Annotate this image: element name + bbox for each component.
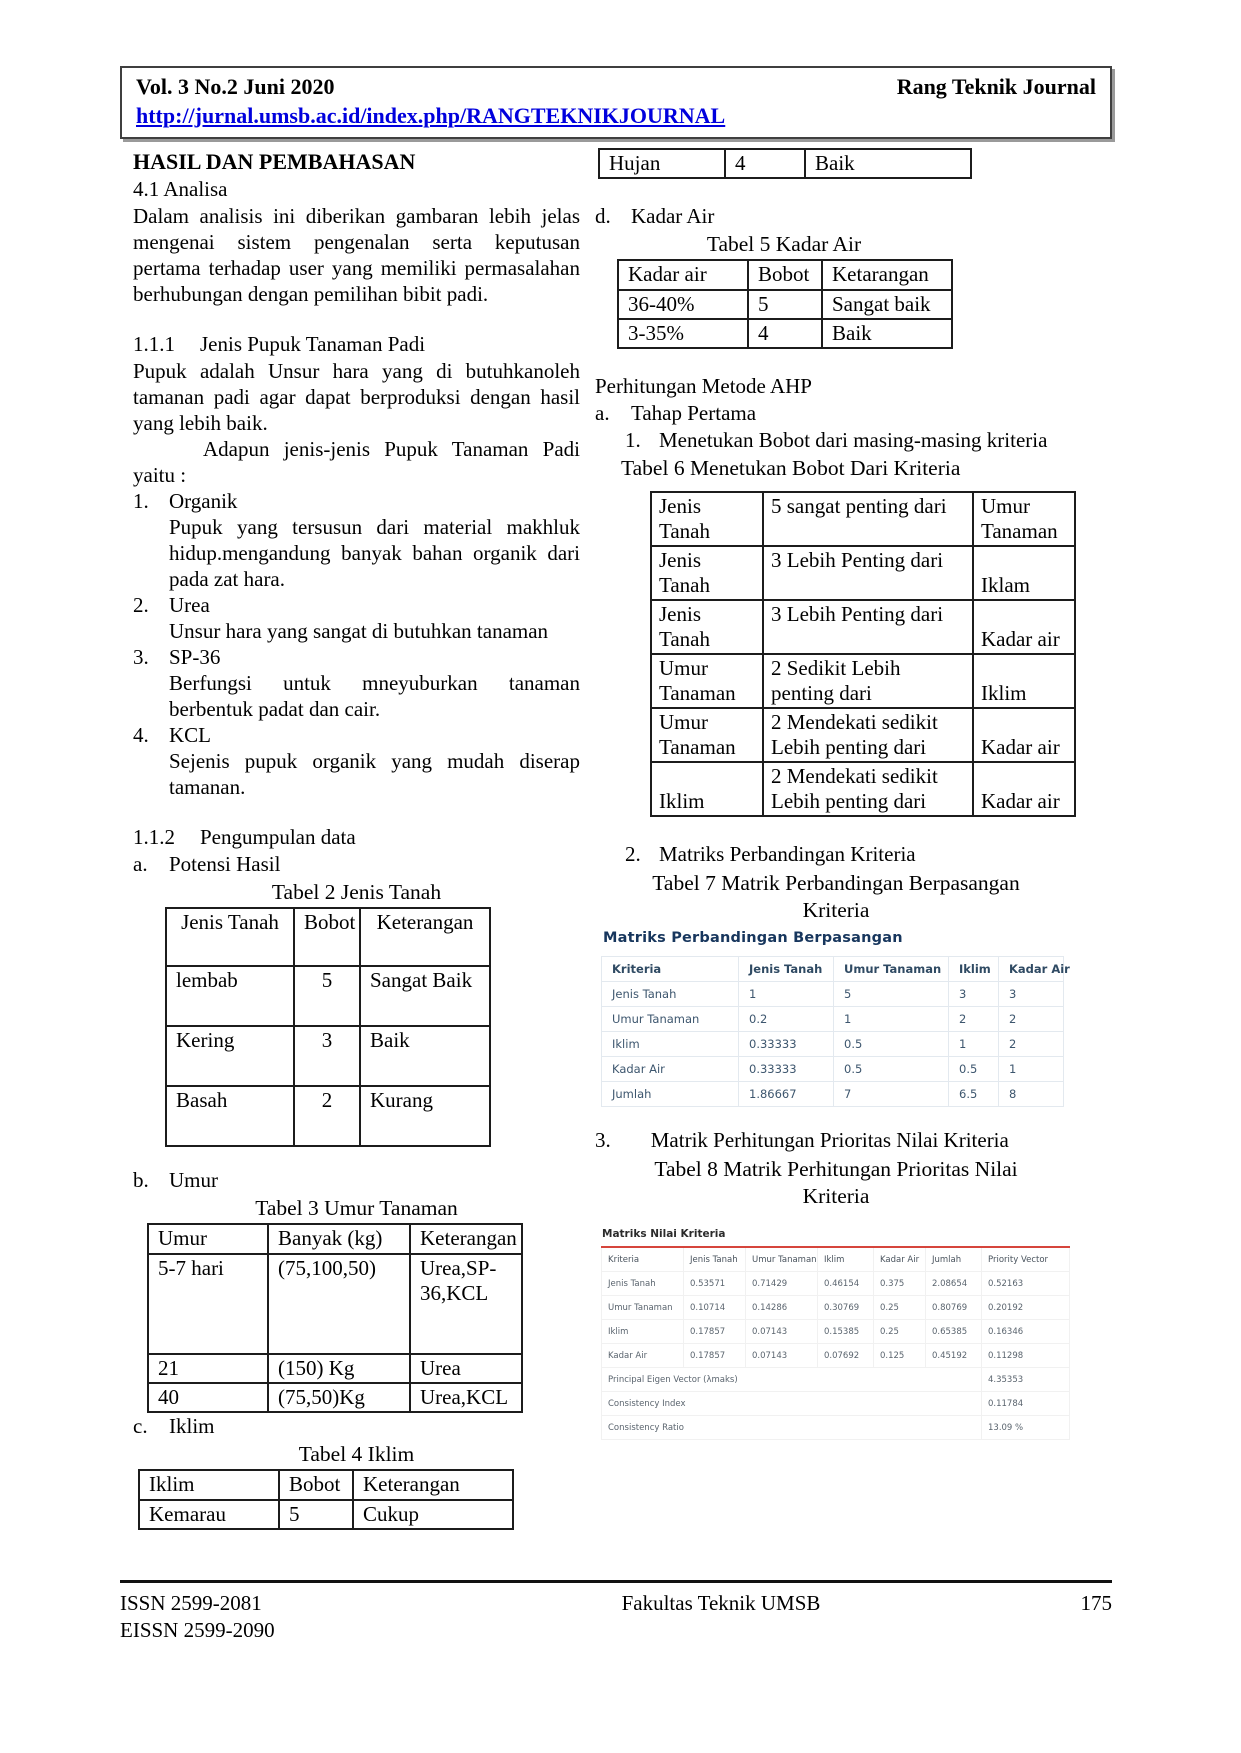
table-cell: 2: [949, 1007, 999, 1032]
column-header: Iklim: [139, 1470, 279, 1500]
two-column-body: [133, 148, 1077, 1530]
journal-url-link[interactable]: http://jurnal.umsb.ac.id/index.php/RANGTEKNIKJOURNAL: [136, 103, 726, 128]
table-row: [651, 654, 1075, 708]
eissn: EISSN 2599-2090: [120, 1618, 275, 1642]
column-header: Bobot: [748, 260, 822, 290]
table-cell: 0.16346: [982, 1320, 1070, 1344]
step-2: [595, 841, 1077, 868]
step-1: [595, 427, 1077, 454]
point-letter: a.: [133, 852, 148, 876]
table-cell: 0.07692: [818, 1344, 874, 1368]
tabel-2-jenis-tanah: [165, 907, 491, 1147]
summary-value: 0.11784: [982, 1392, 1070, 1416]
table-cell: Umur Tanaman: [602, 1007, 739, 1032]
table-cell: 2 Mendekati sedikit Lebih penting dari: [763, 708, 973, 762]
table-cell: 0.17857: [684, 1344, 746, 1368]
column-header: Bobot: [279, 1470, 353, 1500]
table-cell: 0.375: [874, 1272, 926, 1296]
summary-value: 13.09 %: [982, 1416, 1070, 1440]
tabel3-caption: Tabel 3 Umur Tanaman: [255, 1196, 458, 1220]
table-cell: 0.45192: [926, 1344, 982, 1368]
column-header: Umur Tanaman: [834, 957, 949, 982]
screenshot-title: Matriks Nilai Kriteria: [602, 1228, 726, 1240]
table-cell: 0.14286: [746, 1296, 818, 1320]
step-3: [595, 1127, 1077, 1154]
table-cell: 5: [748, 290, 822, 319]
column-header: Kriteria: [602, 957, 739, 982]
table-cell: 0.07143: [746, 1344, 818, 1368]
table-row: [651, 762, 1075, 816]
list-item: [133, 644, 580, 670]
table-header-row: [602, 957, 1064, 982]
table-cell: Baik: [805, 149, 971, 178]
table-cell: 0.33333: [739, 1057, 834, 1082]
table-row: [166, 966, 490, 1026]
step-number: 3.: [595, 1128, 611, 1152]
point-letter: d.: [595, 204, 611, 228]
summary-row: [602, 1392, 1070, 1416]
column-header: Jenis Tanah: [684, 1247, 746, 1272]
table-cell: Kemarau: [139, 1500, 279, 1529]
table-cell: 21: [148, 1354, 268, 1383]
table-cell: 36-40%: [618, 290, 748, 319]
table-row: [148, 1354, 522, 1383]
tabel8-caption: Tabel 8 Matrik Perhitungan Prioritas Nilai Kriteria: [654, 1157, 1018, 1208]
table-cell: Kadar Air: [602, 1057, 739, 1082]
table-row: [602, 1082, 1064, 1107]
table-cell: 0.71429: [746, 1272, 818, 1296]
table-cell: 1: [949, 1032, 999, 1057]
screenshot-matriks-perbandingan: [601, 930, 1077, 1107]
table-cell: 0.33333: [739, 1032, 834, 1057]
step-text: Matrik Perhitungan Prioritas Nilai Kriteria: [650, 1128, 1009, 1152]
table-row: [139, 1500, 513, 1529]
column-header: Jumlah: [926, 1247, 982, 1272]
table-cell: 0.80769: [926, 1296, 982, 1320]
table-cell: 3: [949, 982, 999, 1007]
tabel4-caption: Tabel 4 Iklim: [298, 1442, 415, 1466]
table-cell: Kadar Air: [602, 1344, 684, 1368]
table-cell: 0.25: [874, 1320, 926, 1344]
tabel-4-iklim: [138, 1469, 514, 1530]
column-header: Iklim: [818, 1247, 874, 1272]
table-cell: 0.5: [834, 1032, 949, 1057]
table-cell: Jenis Tanah: [602, 1272, 684, 1296]
table-header-row: [166, 908, 490, 966]
table-cell: Iklim: [602, 1320, 684, 1344]
summary-row: [602, 1416, 1070, 1440]
page-footer: [120, 1580, 1112, 1644]
table-row: [602, 1272, 1070, 1296]
column-header: Keterangan: [410, 1224, 522, 1254]
column-header: Bobot: [294, 908, 360, 966]
table-row: [602, 1320, 1070, 1344]
table-cell: 3 Lebih Penting dari: [763, 600, 973, 654]
summary-label: Consistency Ratio: [602, 1416, 982, 1440]
table-cell: Umur Tanaman: [651, 708, 763, 762]
tabel5-caption: Tabel 5 Kadar Air: [706, 232, 862, 256]
list-item-title: KCL: [169, 723, 211, 747]
table-cell: Basah: [166, 1086, 294, 1146]
table-cell: 7: [834, 1082, 949, 1107]
table-cell: 2 Mendekati sedikit Lebih penting dari: [763, 762, 973, 816]
column-header: Umur: [148, 1224, 268, 1254]
ahp-heading: Perhitungan Metode AHP: [595, 374, 812, 398]
list-item-title: Urea: [169, 593, 210, 617]
table-cell: 8: [999, 1082, 1064, 1107]
table-cell: Baik: [360, 1026, 490, 1086]
heading-number: 1.1.1: [133, 332, 175, 356]
table-cell: Umur Tanaman: [973, 492, 1075, 546]
step-number: 2.: [625, 842, 641, 866]
table-cell: 0.5: [834, 1057, 949, 1082]
table-cell: Kering: [166, 1026, 294, 1086]
table-row: [651, 546, 1075, 600]
column-header: Iklim: [949, 957, 999, 982]
table-row: [602, 982, 1064, 1007]
table-cell: 6.5: [949, 1082, 999, 1107]
list-item-title: Organik: [169, 489, 238, 513]
point-a: [133, 851, 580, 878]
column-header: Kadar Air: [999, 957, 1064, 982]
faculty-name: Fakultas Teknik UMSB: [621, 1591, 821, 1615]
table-cell: 3 Lebih Penting dari: [763, 546, 973, 600]
table-cell: 4: [748, 319, 822, 348]
paragraph-analisa: Dalam analisis ini diberikan gambaran lebih jelas mengenai sistem pengenalan serta keputusan pertama terhadap user yang memiliki permasalahan berhubungan dengan pemilihan bibit padi.: [133, 204, 580, 306]
column-header: Kadar air: [618, 260, 748, 290]
table-cell: Urea,SP-36,KCL: [410, 1254, 522, 1354]
matriks-perbandingan-table: [601, 956, 1070, 1107]
table-cell: 2.08654: [926, 1272, 982, 1296]
table-row: [166, 1026, 490, 1086]
list-item-number: 2.: [133, 593, 149, 617]
table-cell: 40: [148, 1383, 268, 1412]
table-cell: Baik: [822, 319, 952, 348]
column-header: Ketarangan: [822, 260, 952, 290]
table-cell: 0.07143: [746, 1320, 818, 1344]
table-row: [148, 1254, 522, 1354]
column-header: Jenis Tanah: [739, 957, 834, 982]
point-d: [595, 203, 1077, 230]
table-cell: 0.52163: [982, 1272, 1070, 1296]
list-item-description: Pupuk yang tersusun dari material makhluk hidup.mengandung banyak bahan organik dari pada zat hara.: [169, 515, 580, 591]
table-cell: Sangat baik: [822, 290, 952, 319]
list-item-number: 1.: [133, 489, 149, 513]
table-cell: Hujan: [599, 149, 725, 178]
page-number: 175: [1080, 1591, 1112, 1615]
table-cell: 0.125: [874, 1344, 926, 1368]
right-column: [595, 148, 1077, 1530]
table-row: [602, 1344, 1070, 1368]
table-cell: 5: [279, 1500, 353, 1529]
table-cell: 1: [999, 1057, 1064, 1082]
table-row: [618, 319, 952, 348]
point-title: Umur: [169, 1168, 218, 1192]
table-row: [148, 1383, 522, 1412]
step-text: Matriks Perbandingan Kriteria: [659, 842, 916, 866]
table-cell: 5-7 hari: [148, 1254, 268, 1354]
summary-row: [602, 1368, 1070, 1392]
table-cell: 3-35%: [618, 319, 748, 348]
table-row: [166, 1086, 490, 1146]
column-header: Keterangan: [353, 1470, 513, 1500]
table-cell: 1.86667: [739, 1082, 834, 1107]
table-header-row: [602, 1247, 1070, 1272]
table-cell: Iklim: [602, 1032, 739, 1057]
table-cell: 0.25: [874, 1296, 926, 1320]
paragraph-pupuk: Pupuk adalah Unsur hara yang di butuhkanoleh tamanan padi agar dapat berproduksi dengan hasil yang lebih baik.: [133, 359, 580, 435]
table-row: [618, 290, 952, 319]
list-item-description: Sejenis pupuk organik yang mudah diserap tamanan.: [169, 749, 580, 799]
tabel2-caption: Tabel 2 Jenis Tanah: [271, 880, 442, 904]
table-cell: 0.20192: [982, 1296, 1070, 1320]
table-cell: 0.15385: [818, 1320, 874, 1344]
step-number: 1.: [625, 428, 641, 452]
table-cell: Urea,KCL: [410, 1383, 522, 1412]
table-header-row: [148, 1224, 522, 1254]
list-item-number: 4.: [133, 723, 149, 747]
table-cell: Jenis Tanah: [651, 546, 763, 600]
point-title: Tahap Pertama: [631, 401, 757, 425]
step-text: Menetukan Bobot dari masing-masing kriteria: [659, 428, 1048, 452]
heading-1-1-1: [133, 331, 580, 358]
table-cell: 5 sangat penting dari: [763, 492, 973, 546]
list-item-title: SP-36: [169, 645, 221, 669]
column-header: Umur Tanaman: [746, 1247, 818, 1272]
summary-value: 4.35353: [982, 1368, 1070, 1392]
point-title: Kadar Air: [631, 204, 715, 228]
table-cell: 4: [725, 149, 805, 178]
table-cell: Jumlah: [602, 1082, 739, 1107]
table-cell: 3: [999, 982, 1064, 1007]
volume-issue: Vol. 3 No.2 Juni 2020: [136, 74, 335, 99]
matriks-nilai-table: [601, 1246, 1070, 1440]
point-letter: b.: [133, 1168, 149, 1192]
table-cell: 2 Sedikit Lebih penting dari: [763, 654, 973, 708]
paragraph-adapun: Adapun jenis-jenis Pupuk Tanaman Padi yaitu :: [133, 437, 580, 487]
tabel-5-kadar-air: [617, 259, 953, 349]
table-row: [602, 1007, 1064, 1032]
screenshot-title: Matriks Perbandingan Berpasangan: [603, 930, 903, 946]
table-cell: 0.17857: [684, 1320, 746, 1344]
tabel6-caption: Tabel 6 Menetukan Bobot Dari Kriteria: [621, 456, 961, 480]
table-cell: Urea: [410, 1354, 522, 1383]
heading-title: Pengumpulan data: [200, 825, 356, 849]
table-cell: 0.2: [739, 1007, 834, 1032]
table-cell: 5: [294, 966, 360, 1026]
table-cell: 0.46154: [818, 1272, 874, 1296]
table-cell: 1: [834, 1007, 949, 1032]
table-cell: (75,100,50): [268, 1254, 410, 1354]
tabel-4-continuation: [598, 148, 972, 179]
column-header: Banyak (kg): [268, 1224, 410, 1254]
list-item: [133, 488, 580, 514]
point-title: Potensi Hasil: [169, 852, 281, 876]
table-cell: Sangat Baik: [360, 966, 490, 1026]
table-cell: Jenis Tanah: [602, 982, 739, 1007]
point-b: [133, 1167, 580, 1194]
screenshot-matriks-nilai: [601, 1228, 1077, 1440]
table-cell: lembab: [166, 966, 294, 1026]
issn-block: [120, 1590, 450, 1644]
heading-number: 1.1.2: [133, 825, 175, 849]
table-cell: 1: [739, 982, 834, 1007]
table-cell: Iklim: [651, 762, 763, 816]
point-letter: c.: [133, 1414, 148, 1438]
table-cell: 2: [999, 1007, 1064, 1032]
table-cell: 0.11298: [982, 1344, 1070, 1368]
table-cell: 5: [834, 982, 949, 1007]
summary-label: Consistency Index: [602, 1392, 982, 1416]
tahap-pertama: [595, 400, 1077, 427]
table-cell: 2: [294, 1086, 360, 1146]
table-cell: (75,50)Kg: [268, 1383, 410, 1412]
column-header: Kriteria: [602, 1247, 684, 1272]
journal-name: Rang Teknik Journal: [896, 74, 1096, 99]
table-cell: 0.10714: [684, 1296, 746, 1320]
list-item-description: Berfungsi untuk mneyuburkan tanaman berbentuk padat dan cair.: [169, 671, 580, 721]
table-row: [602, 1296, 1070, 1320]
table-header-row: [618, 260, 952, 290]
heading-title: Jenis Pupuk Tanaman Padi: [200, 332, 426, 356]
point-c: [133, 1413, 580, 1440]
table-cell: Jenis Tanah: [651, 600, 763, 654]
column-header: Priority Vector: [982, 1247, 1070, 1272]
table-cell: 0.53571: [684, 1272, 746, 1296]
left-column: [133, 148, 580, 1530]
table-cell: (150) Kg: [268, 1354, 410, 1383]
table-cell: 0.5: [949, 1057, 999, 1082]
table-row: [599, 149, 971, 178]
subsection-4-1: 4.1 Analisa: [133, 177, 228, 201]
table-cell: Kadar air: [973, 708, 1075, 762]
point-letter: a.: [595, 401, 610, 425]
table-cell: Kurang: [360, 1086, 490, 1146]
table-cell: Cukup: [353, 1500, 513, 1529]
table-cell: Iklim: [973, 654, 1075, 708]
list-item: [133, 722, 580, 748]
table-cell: 0.65385: [926, 1320, 982, 1344]
summary-label: Principal Eigen Vector (λmaks): [602, 1368, 982, 1392]
tabel-6-bobot-kriteria: [650, 491, 1076, 817]
table-row: [602, 1032, 1064, 1057]
point-title: Iklim: [169, 1414, 215, 1438]
tabel-3-umur-tanaman: [147, 1223, 523, 1413]
column-header: Keterangan: [360, 908, 490, 966]
journal-header: [120, 66, 1112, 139]
table-cell: Kadar air: [973, 600, 1075, 654]
section-title: HASIL DAN PEMBAHASAN: [133, 149, 416, 174]
heading-1-1-2: [133, 824, 580, 851]
table-row: [602, 1057, 1064, 1082]
table-header-row: [139, 1470, 513, 1500]
issn: ISSN 2599-2081: [120, 1591, 262, 1615]
table-cell: 3: [294, 1026, 360, 1086]
table-cell: 0.30769: [818, 1296, 874, 1320]
table-cell: Kadar air: [973, 762, 1075, 816]
column-header: Kadar Air: [874, 1247, 926, 1272]
table-row: [651, 492, 1075, 546]
table-cell: Iklam: [973, 546, 1075, 600]
list-item: [133, 592, 580, 618]
table-cell: 2: [999, 1032, 1064, 1057]
table-row: [651, 600, 1075, 654]
table-cell: Umur Tanaman: [651, 654, 763, 708]
tabel7-caption: Tabel 7 Matrik Perbandingan Berpasangan Kriteria: [652, 871, 1020, 922]
column-header: Jenis Tanah: [166, 908, 294, 966]
list-item-description: Unsur hara yang sangat di butuhkan tanaman: [169, 619, 549, 643]
table-cell: Umur Tanaman: [602, 1296, 684, 1320]
table-cell: Jenis Tanah: [651, 492, 763, 546]
table-row: [651, 708, 1075, 762]
list-item-number: 3.: [133, 645, 149, 669]
